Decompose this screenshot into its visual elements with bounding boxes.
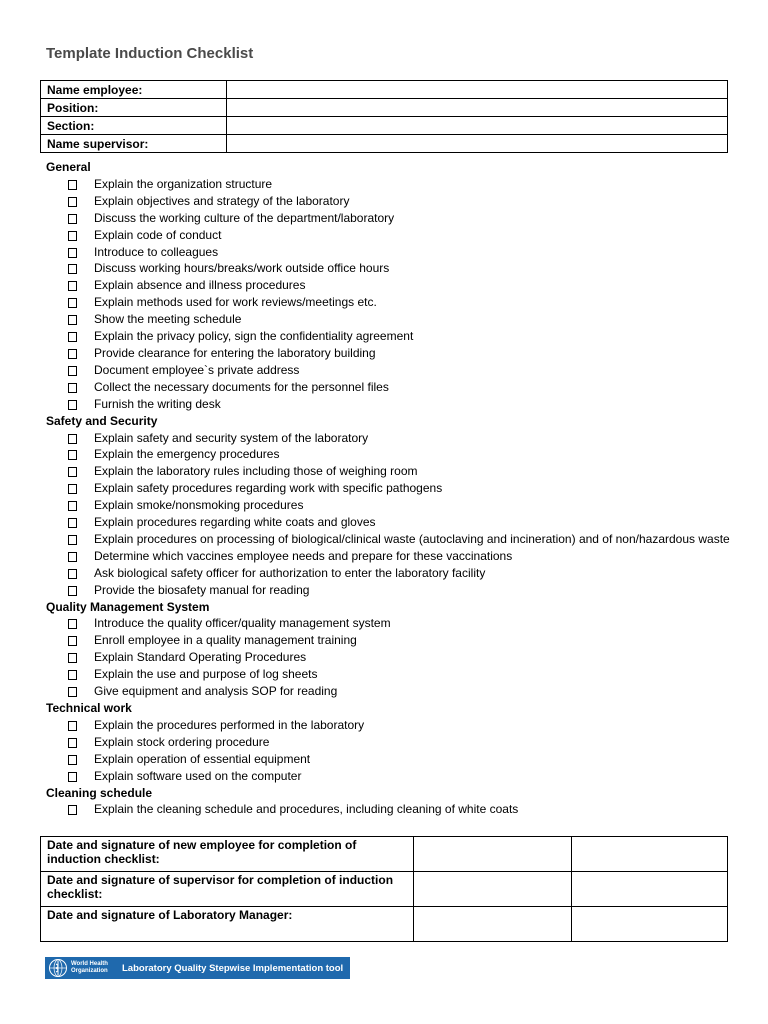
checklist-section [46,413,736,599]
checkbox[interactable] [68,755,77,765]
checkbox[interactable] [68,400,77,410]
checkbox[interactable] [68,467,77,477]
induction-checklist [46,159,736,818]
checkbox[interactable] [68,231,77,241]
checklist-item-label: Introduce to colleagues [94,244,219,259]
checklist-item [68,244,736,261]
checklist-item-label: Explain the procedures performed in the laboratory [94,717,365,732]
checklist-item [68,531,736,548]
checklist-section [46,785,736,819]
checklist-item-label: Discuss the working culture of the department/laboratory [94,210,395,225]
checklist-item-label: Explain safety and security system of the laboratory [94,430,369,445]
checklist-item-label: Explain smoke/nonsmoking procedures [94,498,304,513]
checklist-item-label: Explain the cleaning schedule and procedures, including cleaning of white coats [94,802,519,817]
checklist-item [68,649,736,666]
checklist-item [68,514,736,531]
checklist-item-label: Explain objectives and strategy of the laboratory [94,193,350,208]
checklist-item [68,463,736,480]
checklist-item-label: Explain operation of essential equipment [94,751,311,766]
info-label: Section: [41,117,227,135]
info-value-field[interactable] [227,135,728,153]
signature-row [41,872,728,907]
checklist-item-label: Furnish the writing desk [94,396,221,411]
info-label: Name employee: [41,81,227,99]
signature-row [41,837,728,872]
checklist-section [46,159,736,413]
info-row [41,81,728,99]
page-title: Template Induction Checklist [46,45,254,62]
checklist-item [68,666,736,683]
checklist-item [68,751,736,768]
checkbox[interactable] [68,366,77,376]
info-row [41,135,728,153]
checklist-section [46,599,736,700]
signature-table [40,836,728,942]
checklist-item [68,734,736,751]
checkbox[interactable] [68,501,77,511]
checklist-item [68,328,736,345]
checklist-item [68,446,736,463]
checkbox[interactable] [68,484,77,494]
checkbox[interactable] [68,518,77,528]
checklist-item-label: Explain Standard Operating Procedures [94,650,307,665]
checklist-item [68,497,736,514]
who-name-line2: Organization [71,968,108,974]
checklist-item [68,801,736,818]
checklist-item [68,565,736,582]
who-name [71,961,119,975]
checklist-item-label: Document employee`s private address [94,362,300,377]
checklist-item [68,294,736,311]
checklist-item-label: Explain the privacy policy, sign the confidentiality agreement [94,329,414,344]
checklist-item-label: Explain code of conduct [94,227,222,242]
checklist-item-label: Explain the emergency procedures [94,447,280,462]
info-label: Name supervisor: [41,135,227,153]
checkbox[interactable] [68,197,77,207]
signature-date-field[interactable] [414,907,572,942]
checklist-item-label: Explain safety procedures regarding work with specific pathogens [94,481,443,496]
signature-label: Date and signature of supervisor for completion of induction checklist: [41,872,414,907]
checklist-item [68,176,736,193]
info-value-field[interactable] [227,81,728,99]
section-title: Cleaning schedule [46,785,153,800]
checkbox[interactable] [68,636,77,646]
checklist-item [68,210,736,227]
checkbox[interactable] [68,805,77,815]
section-title: General [46,160,91,174]
checklist-item [68,615,736,632]
checklist-item [68,311,736,328]
checklist-item-label: Provide clearance for entering the laboratory building [94,345,376,360]
checkbox[interactable] [68,535,77,545]
checklist-item-label: Enroll employee in a quality management training [94,633,357,648]
checkbox[interactable] [68,721,77,731]
section-title: Safety and Security [46,413,158,428]
checkbox[interactable] [68,653,77,663]
checklist-item-label: Explain absence and illness procedures [94,278,306,293]
checkbox[interactable] [68,552,77,562]
info-label: Position: [41,99,227,117]
checklist-item [68,260,736,277]
checklist-item-label: Explain procedures regarding white coats and gloves [94,515,376,530]
who-name-line1: World Health [71,961,108,967]
checkbox[interactable] [68,349,77,359]
checklist-item [68,362,736,379]
checklist-item [68,548,736,565]
checkbox[interactable] [68,586,77,596]
checklist-item [68,396,736,413]
checklist-item [68,430,736,447]
checkbox[interactable] [68,619,77,629]
checkbox[interactable] [68,332,77,342]
checklist-item-label: Determine which vaccines employee needs and prepare for these vaccinations [94,548,513,563]
checklist-section [46,700,736,785]
checklist-item [68,193,736,210]
signature-field[interactable] [572,872,728,907]
checklist-item-label: Collect the necessary documents for the personnel files [94,379,389,394]
checkbox[interactable] [68,264,77,274]
checkbox[interactable] [68,450,77,460]
checklist-item-label: Explain software used on the computer [94,768,302,783]
checklist-item [68,345,736,362]
checkbox[interactable] [68,670,77,680]
checklist-item-label: Provide the biosafety manual for reading [94,582,310,597]
checklist-item [68,480,736,497]
checkbox[interactable] [68,248,77,258]
checkbox[interactable] [68,180,77,190]
who-emblem-icon [48,958,68,978]
checkbox[interactable] [68,738,77,748]
checklist-item-label: Explain the laboratory rules including those of weighing room [94,464,418,479]
checkbox[interactable] [68,569,77,579]
signature-date-field[interactable] [414,872,572,907]
checklist-item-label: Show the meeting schedule [94,312,242,327]
checklist-item [68,632,736,649]
footer-banner [45,957,350,979]
signature-date-field[interactable] [414,837,572,872]
signature-field[interactable] [572,837,728,872]
checklist-item-label: Give equipment and analysis SOP for reading [94,684,338,699]
checklist-item-label: Ask biological safety officer for authorization to enter the laboratory facility [94,565,486,580]
checkbox[interactable] [68,298,77,308]
tool-name: Laboratory Quality Stepwise Implementation tool [122,962,344,974]
info-value-field[interactable] [227,99,728,117]
checklist-item-label: Introduce the quality officer/quality management system [94,616,391,631]
section-title: Quality Management System [46,599,210,614]
checklist-item-label: Explain procedures on processing of biological/clinical waste (autoclaving and incineration) and of non/hazardous waste [94,531,730,546]
signature-field[interactable] [572,907,728,942]
checkbox[interactable] [68,383,77,393]
checkbox[interactable] [68,772,77,782]
checkbox[interactable] [68,281,77,291]
info-row [41,99,728,117]
employee-info-table [40,80,728,153]
checklist-item-label: Explain the organization structure [94,176,273,191]
checklist-item-label: Explain the use and purpose of log sheets [94,667,318,682]
checklist-item [68,768,736,785]
checklist-item-label: Explain stock ordering procedure [94,734,270,749]
checklist-item [68,582,736,599]
signature-label: Date and signature of new employee for completion of induction checklist: [41,837,414,872]
signature-label: Date and signature of Laboratory Manager: [41,907,414,942]
checklist-item [68,717,736,734]
checklist-item-label: Explain methods used for work reviews/meetings etc. [94,295,377,310]
checkbox[interactable] [68,315,77,325]
checkbox[interactable] [68,434,77,444]
info-row [41,117,728,135]
checklist-item [68,277,736,294]
checklist-item [68,227,736,244]
checklist-item [68,379,736,396]
checklist-item-label: Discuss working hours/breaks/work outside office hours [94,261,390,276]
checklist-item [68,683,736,700]
section-title: Technical work [46,701,132,715]
info-value-field[interactable] [227,117,728,135]
checkbox[interactable] [68,687,77,697]
signature-row [41,907,728,942]
checkbox[interactable] [68,214,77,224]
